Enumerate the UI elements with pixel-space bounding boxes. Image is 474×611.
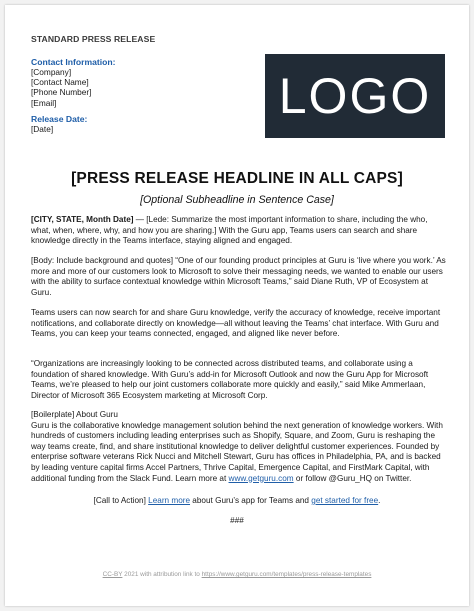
dateline: [CITY, STATE, Month Date] [31,215,134,224]
guru-website-link[interactable]: www.getguru.com [228,473,294,483]
release-date-block [31,114,87,134]
footer-text: 2021 with attribution link to [122,571,202,578]
contact-phone: [Phone Number] [31,87,92,98]
boilerplate-end: or follow @Guru_HQ on Twitter. [293,473,412,483]
body-paragraph-2: Teams users can now search for and share Guru knowledge, verify the accuracy of knowledge, receive important notifications, and collaborate directly on knowledge—all without leaving the Teams’ chat interface. With Guru and Teams, you can keep your teams connected, engaged, and aligned like never before. [31,308,441,339]
logo-placeholder [265,54,445,138]
release-date-label: Release Date: [31,114,88,124]
lede-text: — [Lede: Summarize the most important information to share, including the who, what, when, where, why, and how you are sharing.] With the Guru app, Teams users can search and share knowledge directly in the Teams interface, staying aligned and engaged. [31,215,428,246]
get-started-link[interactable]: get started for free [311,496,379,505]
boilerplate-body: Guru is the collaborative knowledge management solution behind the next generation of knowledge workers. With hundreds of customers including leading enterprises such as Shopify, Square, and Zoom, Guru is reshaping the way teams create, find, and share institutional knowledge to deliver delightful customer experiences. Founded by enterprise software veterans Rick Nucci and Mitchell Stewart, Guru has offices in Philadelphia, PA, and is backed by leading venture capital firms Accel Partners, Thrive Capital, Emergence Capital, and FirstMark Capital, with additional funding from the Slack Fund. Learn more at [31,420,443,483]
cta-suffix: . [378,496,381,505]
license-footer [5,571,469,578]
boilerplate-section [31,410,447,484]
call-to-action [5,496,469,505]
contact-label: Contact Information: [31,57,116,67]
cta-prefix: [Call to Action] [93,496,149,505]
license-link[interactable]: CC-BY [102,571,123,578]
document-page [5,5,469,606]
press-release-subheadline: [Optional Subheadline in Sentence Case] [140,194,334,206]
contact-name: [Contact Name] [31,77,89,88]
end-mark: ### [230,516,244,525]
press-release-headline: [PRESS RELEASE HEADLINE IN ALL CAPS] [71,170,403,187]
contact-email: [Email] [31,97,57,108]
boilerplate-heading: [Boilerplate] About Guru [31,410,118,419]
document-type-title: STANDARD PRESS RELEASE [31,34,156,44]
boilerplate-text [31,421,447,485]
body-paragraph-3: “Organizations are increasingly looking to be connected across distributed teams, and collaborate using a foundation of shared knowledge. With Guru’s add-in for Microsoft Outlook and now the Guru App for Microsoft Teams, we’re pleased to help our joint customers collaborate more quickly and easily,” said Mike Ammerlaan, Director of Microsoft 365 Ecosystem marketing at Microsoft Corp. [31,359,429,400]
lede-paragraph [31,215,447,247]
contact-company: [Company] [31,67,72,77]
cta-middle: about Guru’s app for Teams and [190,496,312,505]
contact-block [31,57,116,108]
template-url-link[interactable]: https://www.getguru.com/templates/press-release-templates [201,571,372,578]
learn-more-link[interactable]: Learn more [148,496,191,505]
release-date-value: [Date] [31,124,54,134]
body-paragraph-1: [Body: Include background and quotes] “One of our founding product principles at Guru is ‘live where you work.’ As more and more of our customers look to Microsoft to solve their messaging needs, we wanted to enable our users with the ability to surface contextual knowledge within Microsoft Teams,” said Diane Ruth, VP of Ecosystem at Guru. [31,256,446,297]
logo-text: LOGO [278,68,432,124]
